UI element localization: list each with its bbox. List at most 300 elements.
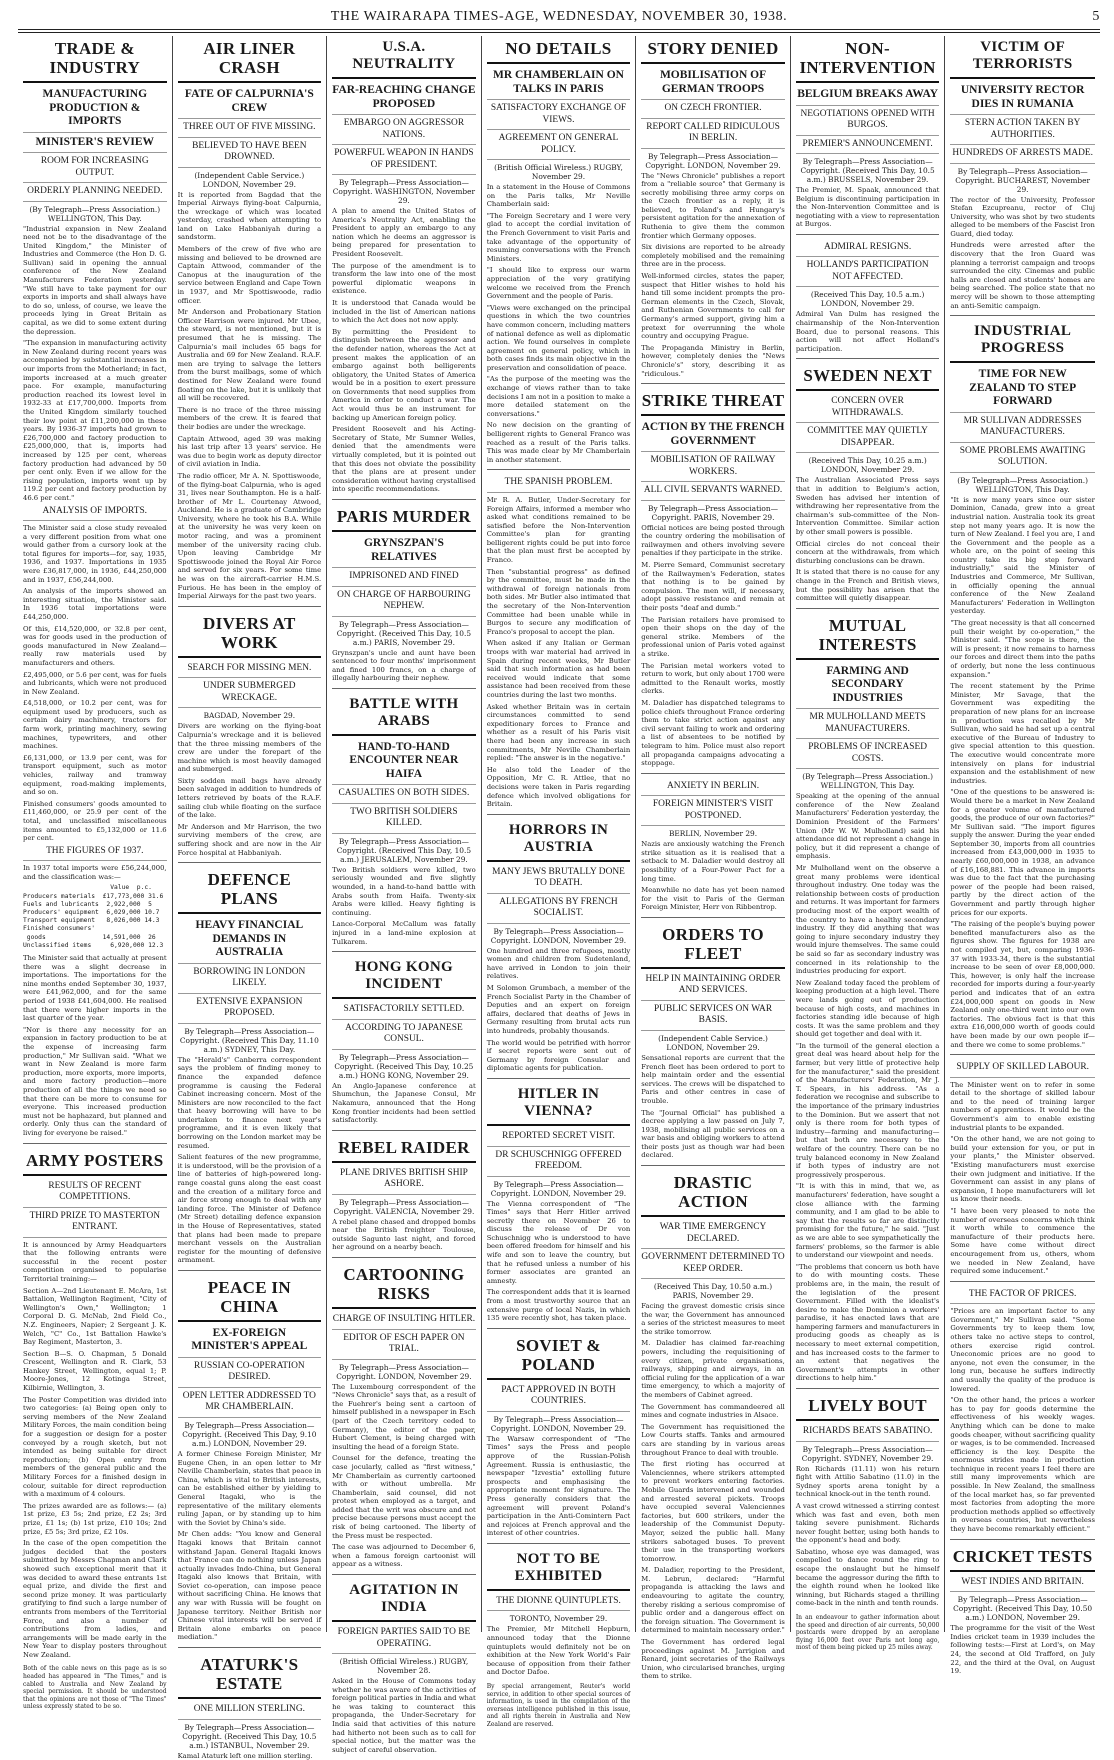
article-dateline: By Telegraph—Press Association—Copyright. LONDON, November 29. [645, 151, 781, 170]
article-paragraph: "One of the questions to be answered is: Would there be a market in New Zealand for a greater volume of manufactured goods, the produce of our own factories?" Mr Sullivan said. "The import figures supply the answer. During the year ended September 30, imports from all countries increased from £43,000,000 in 1935 to nearly £60,000,000 in 1938, an advance of £16,168,881. This advance in imports was due to the fact that the purchasing power of the people had been raised, partly by the direct action of the Government and partly through higher prices for our exports. [950, 788, 1095, 917]
column-4 [482, 36, 637, 1728]
article-paragraph: A plan to amend the United States of America's Neutrality Act, enabling the President to apply an embargo to any nation which he deems an aggressor is being prepared for presentation to President Roosevelt. [332, 207, 476, 258]
article-paragraph: The Government has ordered legal proceedings against M. Jarrigion and Renard, joint secretaries of the Railways Union, who circularised branches, urging them to strike. [641, 1638, 785, 1681]
article-subheading: HAND-TO-HAND ENCOUNTER NEAR HAIFA [332, 741, 476, 786]
article-subheading: FAR-REACHING CHANGE PROPOSED [332, 84, 476, 115]
article-subheading: FARMING AND SECONDARY INDUSTRIES [796, 665, 940, 710]
article-paragraph: Meanwhile no date has yet been named for the visit to Paris of the German Foreign Minister, Herr von Ribbentrop. [641, 886, 785, 912]
article-subheading: MR SULLIVAN ADDRESSES MANUFACTURERS. [950, 416, 1095, 443]
article-subheading: HELP IN MAINTAINING ORDER AND SERVICES. [641, 974, 785, 1001]
article-subheading: ACCORDING TO JAPANESE CONSUL. [332, 1023, 476, 1050]
article [796, 39, 940, 229]
article-paragraph: "As the purpose of the meeting was the exchange of views rather than to take decisions I am not in a position to make a more detailed statement on the conversations." [486, 375, 631, 418]
article-paragraph: Six divisions are reported to be already completely mobilised and the remaining three are in the process. [641, 243, 785, 269]
article-paragraph: Grynszpan's uncle and aunt have been sentenced to four months' imprisonment and fined 100 francs, on a charge of illegally harbouring their nephew. [332, 648, 476, 683]
article-dateline: By Telegraph—Press Association—Copyright. (Received This Day, 10.5 a.m.) ISTANBUL, November 29. [182, 1722, 317, 1750]
article-paragraph: "The Foreign Secretary and I were very glad to accept the cordial invitation of the French Government to visit Paris and take advantage of the opportunity of resuming conversations with the French Ministers. [486, 211, 631, 263]
article-paragraph: Official circles do not conceal their concern at the withdrawals, from which disturbing conclusions can be drawn. [795, 539, 940, 565]
article-dateline: (Received This Day, 10.25 a.m.) LONDON, November 29. [808, 456, 927, 475]
article-subheading: ALL CIVIL SERVANTS WARNED. [641, 485, 785, 501]
article-paragraph: Section A—2nd Lieutenant E. McAra, 1st Battalion, Wellington Regiment, "City of Wellington's Own," Wellington; 1 Corporal D. G. McNab, 2nd Field Co., N.Z. Engineers, Napier; 2 Sergeant J. K. Welch, "C" Co., 1st Battalion Hawke's Bay Regiment, Masterton, 3. [23, 1286, 167, 1347]
article-headline: CRICKET TESTS [950, 1547, 1095, 1572]
article-subheading: OPEN LETTER ADDRESSED TO MR CHAMBERLAIN. [178, 1391, 322, 1418]
article [950, 1281, 1095, 1534]
article-paragraph: The Parisian retailers have promised to open their shops on the day of the general strike. Members of the professional union of Paris voted against a strike. [641, 615, 785, 658]
article-subheading: RESULTS OF RECENT COMPETITIONS. [23, 1181, 167, 1208]
article [950, 39, 1095, 310]
masthead-rule-double [18, 32, 1100, 33]
article-dateline: By Telegraph—Press Association—Copyright. PARIS, November 29. [648, 503, 779, 522]
article [950, 1539, 1095, 1676]
article [950, 1054, 1095, 1276]
article-subheading: CASUALTIES ON BOTH SIDES. [332, 788, 476, 804]
article-paragraph: M. Daladier has dispatched telegrams to police chiefs throughout France ordering them to take strict action against any civil servant failing to work and ordering a list of absentees to be notified by telegram to him. Police must also report all propaganda campaigns advocating a stoppage. [641, 698, 785, 768]
column-5 [636, 36, 791, 1681]
article-dateline: (By Telegraph—Press Association.) WELLINGTON, This Day. [957, 475, 1089, 494]
article-subheading: FATE OF CALPURNIA'S CREW [178, 88, 322, 119]
article-paragraph: The first rioting has occurred at Valenciennes, where strikers attempted to prevent workers entering factories. Mobile Guards intervened and wounded and arrested several pickets. Troops have occupied several Valenciennes factories, but 600 strikers, under the leadership of the Communist Deputy-Mayor, seized the public hall. Many strikers sabotaged buses. To prevent their use in the transporting workers tomorrow. [641, 1460, 785, 1563]
article-dateline: By Telegraph—Press Association—Copyright. LONDON, November 29. [490, 926, 627, 945]
article-subheading: ROOM FOR INCREASING OUTPUT. [23, 156, 167, 183]
article-subheading: SEARCH FOR MISSING MEN. [178, 663, 322, 679]
article-subheading: CONCERN OVER WITHDRAWALS. [796, 396, 940, 423]
article-subheading: STERN ACTION TAKEN BY AUTHORITIES. [950, 118, 1095, 145]
page-number: 5 [1092, 9, 1100, 24]
article-paragraph: Mr Anderson and Mr Harrison, the two surviving members of the crew, are suffering shock and are now in the Air Force hospital at Habbaniyah. [177, 822, 322, 857]
article-dateline: (Received This Day, 10.5 a.m.) LONDON, November 29. [810, 290, 925, 309]
article-paragraph: An Anglo-Japanese conference at Shumchun, the Japanese Consul, Mr Nakamura, announced that the Hong Kong frontier incidents had been settled satisfactorily. [332, 1081, 476, 1125]
article-subheading: GRYNSZPAN'S RELATIVES [332, 537, 476, 568]
article-paragraph: It is announced by Army Headquarters that the following entrants were successful in the recent poster competition organised to popularise Territorial training:— [23, 1240, 167, 1283]
article-headline: MUTUAL INTERESTS [796, 616, 940, 660]
article-subheading: EDITOR OF ESCH PAPER ON TRIAL. [332, 1333, 476, 1360]
article-subheading: THIRD PRIZE TO MASTERTON ENTRANT. [23, 1211, 167, 1238]
article-paragraph: An analysis of the imports showed an interesting situation, the Minister said. In 1936 total importations were £44,250,000. [23, 587, 167, 621]
article-paragraph: The rector of the University, Professor Stefan Ezcupreanu, rector of Cluj University, who was shot by two students alleged to be members of the Fascist Iron Guard, died today. [950, 195, 1095, 238]
article-paragraph: Asked whether Britain was in certain circumstances committed to send expeditionary forces to France and whether as a result of his Paris visit there had been any increase in such commitments, Mr Neville Chamberlain replied: "The answer is in the negative." [486, 702, 631, 763]
article-headline: VICTIM OF TERRORISTS [950, 39, 1095, 79]
article [950, 315, 1095, 1049]
article-dateline: By Telegraph—Press Association—Copyright. LONDON, November 29. [490, 1414, 627, 1433]
article-subheading: PLANE DRIVES BRITISH SHIP ASHORE. [332, 1168, 476, 1195]
article-paragraph: The recent statement by the Prime Minister, Mr Savage, that the Government was expediting the preparation of new plans for an increase in production was recalled by Mr Sullivan, who said he had set up a central executive of the Bureau of Industry to give special attention to this question. The executive would concentrate more intensively on plans for industrial expansion and the establishment of new industries. [950, 682, 1095, 785]
article-subheading: MOBILISATION OF RAILWAY WORKERS. [641, 455, 785, 482]
article [332, 688, 476, 946]
article-dateline: (Received This Day, 10.50 a.m.) PARIS, November 29. [653, 1282, 773, 1301]
article-paragraph: It is reported from Bagdad that the Imperial Airways flying-boat Calpurnia, the wreckage of which was located yesterday, crashed when attempting to land on Lake Habbaniyah during a sandstorm. [177, 190, 322, 242]
article-paragraph: "Prices are an important factor to any Government," Mr Sullivan said. "Some Governments try to keep them low, others take no active steps to control, others exercise rigid control. Uneconomic prices are no good to anyone, not even the consumer, in the long run, because he suffers indirectly and usually the quality of the produce is lowered. [950, 1307, 1095, 1393]
article [487, 39, 631, 464]
article-subheading: THE SPANISH PROBLEM. [487, 477, 631, 493]
article-paragraph: Facing the gravest domestic crisis since the war, the Government has announced a series of the strictest measures to meet the strike tomorrow. [641, 1302, 785, 1336]
article-dateline: By Telegraph—Press Association—Copyright. SYDNEY, November 29. [801, 1444, 934, 1463]
article-paragraph: Lance-Corporal McCallum was fatally injured in a land-mine explosion at Tulkarem. [332, 920, 476, 946]
article-headline: HONG KONG INCIDENT [332, 959, 476, 999]
article [178, 1270, 322, 1642]
article-subheading: PACT APPROVED IN BOTH COUNTRIES. [487, 1385, 631, 1412]
import-figures-table: Value p.c. Producers materials £17,773,000 31.6 Fuels and lubricants 2,922,000 5 Producers' equipment 6,029,000 10.7 Transport equipment 8,026,000 14.3 Finished consumers' goods 14,591,000 26 Unclassified items 6,920,000 12.3 [23, 884, 164, 949]
article-dateline: TORONTO, November 29. [509, 1614, 608, 1624]
article-subheading: PROBLEMS OF INCREASED COSTS. [796, 742, 940, 769]
article-paragraph: No new decision on the granting of belligerent rights to General Franco was reached as a result of the Paris talks. This was made clear by Mr Chamberlain in another statement. [486, 421, 631, 464]
article [178, 862, 322, 1265]
article-paragraph: "In the turmoil of the general election a great deal was heard about help for the farmer, but very little of protective help for the manufacturer," said the president of the Manufacturers' Federation, Mr J. T. Spears, in his address. "As a federation we recognise and subscribe to the importance of the primary industries to the Dominion. But we assert that not only is there room for both types of industry—farming and manufacturing—but that both are necessary to the welfare of the country. There can be no truly balanced economy in New Zealand if both types of industry are not progressively prosperous. [795, 1041, 940, 1179]
article-paragraph: The correspondent adds that it is learned from a most trustworthy source that an extensive purge of local Nazis, in which 135 were recently shot, has taken place. [486, 1288, 631, 1323]
article-paragraph: "I should like to express our warm appreciation of the very gratifying welcome we received from the French Government and the people of Paris. [486, 266, 631, 301]
article-subheading: GOVERNMENT DETERMINED TO KEEP ORDER. [641, 1252, 785, 1279]
column-1 [18, 36, 173, 1711]
article-paragraph: By permitting the President to distinguish between the aggressor and the defender nation, whereas the Act at present makes the application of an embargo against both belligerents obligatory, the United States of America would be in a position to exert pressure on Governments that need supplies from America in order to conduct a war. The Act would thus be an instrument for backing up American foreign policy. [332, 327, 476, 422]
article-paragraph: Kamal Ataturk left one million sterling. [177, 1751, 313, 1760]
article-subheading: MANY JEWS BRUTALLY DONE TO DEATH. [487, 867, 631, 894]
article-subheading: ALLEGATIONS BY FRENCH SOCIALIST. [487, 897, 631, 924]
article-subheading: EXTENSIVE EXPANSION PROPOSED. [178, 997, 322, 1024]
article [641, 39, 785, 378]
article-subheading: EX-FOREIGN MINISTER'S APPEAL [178, 1327, 322, 1358]
article-subheading: HUNDREDS OF ARRESTS MADE. [950, 148, 1095, 164]
article-paragraph: In a statement in the House of Commons on the Paris talks, Mr Neville Chamberlain said: [486, 183, 631, 209]
masthead-rule [18, 29, 1100, 30]
article-subheading: FOREIGN PARTIES SAID TO BE OPERATING. [332, 1627, 476, 1654]
article-subheading: EMBARGO ON AGGRESSOR NATIONS. [332, 118, 476, 145]
article [332, 1574, 476, 1754]
article-paragraph: Speaking at the opening of the annual conference of the New Zealand Manufacturers' Federation yesterday, the Dominion President of the Farmers' Union (Mr W. W. Mulholland) said his attendance did not represent a change in policy, but it did represent a change of emphasis. [795, 792, 940, 861]
article-paragraph: A former Chinese Foreign Minister, Mr Eugene Chen, in an open letter to Mr Neville Chamberlain, states that peace in China, which is vital to British interests, can be established either by yielding to General Itagaki, who is the representative of the military elements ruling Japan, or by standing up to him with the Soviet by China's side. [177, 1449, 322, 1527]
article-paragraph: Finished consumers' goods amounted to £11,460,000, or 25.9 per cent of the total, and unclassified miscellaneous items amounted to £5,132,000 or 11.6 per cent. [23, 799, 167, 843]
article-dateline: By Telegraph—Press Association—Copyright. (Received This Day, 10.5 a.m.) PARIS, November 29. [336, 619, 472, 647]
article-subheading: BELIEVED TO HAVE BEEN DROWNED. [178, 141, 322, 168]
article-paragraph: The case was adjourned to December 6, when a famous foreign cartoonist will appear as a witness. [332, 1543, 476, 1569]
article-subheading: DR SCHUSCHNIGG OFFERED FREEDOM. [487, 1150, 631, 1177]
article [23, 1143, 167, 1711]
article-paragraph: The Minister said a close study revealed a very different position from what one would gather from a cursory look at the total figures for imports—for, say, 1935, 1936, and 1937. Importations in 1935 were £36,817,000, in 1936, £44,250,000 and in 1937, £56,244,000. [23, 524, 167, 584]
article-dateline: By Telegraph—Press Association—Copyright. WASHINGTON, November 29. [332, 178, 476, 205]
article-headline: DRASTIC ACTION [641, 1173, 785, 1217]
article-paragraph: Section B—S. O. Chapman, 5 Donald Crescent, Wellington and R. Clark, 53 Hankey Street, Wellington, equal 1; P. Moore-Jones, 12 Kotinga Street, Kilbirnie, Wellington, 3. [23, 1349, 167, 1393]
article-subheading: ON CHARGE OF HARBOURING NEPHEW. [332, 590, 476, 617]
article-headline: REBEL RAIDER [332, 1138, 476, 1163]
article-paragraph: "The raising of the people's buying power benefited manufacturers also as the figures show. The figures for 1938 are not compiled yet, but, comparing 1936-37 with 1933-34, there is the substantial increase to be seen of over £8,000,000. This, however, is only half the increase recorded for imports during a four-yearly period and indicates that of an extra £24,000,000 spent on goods in New Zealand only one-third went into our own factories. The obvious fact is that this extra £16,000,000 worth of goods could have been made by our own people if—and there we come to some problems." [950, 920, 1095, 1049]
article-paragraph: New Zealand today faced the problem of keeping production at a high level. There were lands going out of production because of high costs, and machines in factories standing idle because of high costs. It was the same problem and they should get together and deal with it. [795, 978, 940, 1039]
article-subheading: HOLLAND'S PARTICIPATION NOT AFFECTED. [796, 260, 940, 287]
article-dateline: BAGDAD, November 29. [203, 711, 296, 721]
article-headline: INDUSTRIAL PROGRESS [950, 323, 1095, 363]
article [332, 499, 476, 683]
article-paragraph: "Industrial expansion in New Zealand need not be to the disadvantage of the United Kingdom," the Minister of Industries and Commerce (the Hon D. G. Sullivan) said in opening the annual conference of the New Zealand Manufacturers Federation yesterday. "We still have to take payment for our exports in imports and shall always have to do so, unless, of course, we leave the proceeds lying in Great Britain as capital, as we did to some extent during the depression. [23, 224, 167, 336]
article-paragraph: The Government has requisitioned the Low Courts staffs. Tanks and armoured cars are standing by in various areas throughout France to deal with trouble. [641, 1422, 785, 1457]
article-paragraph: The purpose of the amendment is to transform the law into one of the most powerful diplomatic weapons in existence. [332, 261, 476, 296]
article-paragraph: The Minister said that actually at present there was a slight decrease in importations. The importations for the nine months ended September 30, 1937, were £41,962,000, and for the same period of 1938 £41,604,000. He realised that there were higher imports in the last quarter of the year. [23, 954, 167, 1023]
article-headline: ATATURK'S ESTATE [178, 1655, 322, 1699]
article-paragraph: "The problems that concern us both have to do with mounting costs. These problems are, in the main, the result of the legislation of the present Government. Filled with the idealist's desire to make the Dominion a workers' paradise, it has enacted laws that are hampering farmers and manufacturers in producing goods as cheaply as is necessary to meet external competition, and has increased costs to the farmer to an extent that negatives the Government's attempts in other directions to help him." [795, 1262, 940, 1383]
article-subheading: CHARGE OF INSULTING HITLER. [332, 1314, 476, 1330]
article-subheading: NEGOTIATIONS OPENED WITH BURGOS. [796, 109, 940, 136]
article-paragraph: The programme for the visit of the West Indies cricket team in 1939 includes the following tests:—First at Lord's, on May 24, the second at Old Trafford, on July 22, and the third at the Oval, on August 19. [950, 1624, 1095, 1676]
article-paragraph: Sabatino, whose eye was damaged, was compelled to dance round the ring to escape the onslaught but he himself became the aggressor during the fifth to the eighth round when he looked like winning, but Richards staged a thrilling come-back in the ninth and tenth rounds. [795, 1547, 940, 1608]
article-dateline: (Independent Cable Service.) LONDON, November 29. [658, 1033, 768, 1052]
article-paragraph: In 1937 total imports were £56,244,000, and the classification was:— [23, 864, 167, 881]
article-subheading: ANXIETY IN BERLIN. [641, 781, 785, 797]
article-subheading: THE FACTOR OF PRICES. [950, 1289, 1095, 1305]
article-headline: U.S.A. NEUTRALITY [332, 39, 476, 79]
masthead-title: THE WAIRARAPA TIMES-AGE, WEDNESDAY, NOVEMBER 30, 1938. [330, 9, 788, 24]
article-paragraph: "On the other hand, the prices a worker has to pay for goods determine the effectiveness of his weekly wages. Anything which can be done to make goods cheaper, without sacrificing quality or wages, is to be commended. Increased efficiency is the key. Despite the enormous strides made in production technique in recent years I feel there are still many improvements which are possible. In New Zealand, the smallness of the local market has, so far prevented most factories from adopting the more production methods applied so effectively in overseas countries, but nevertheless they have become remarkably efficient." [950, 1396, 1095, 1534]
article-dateline: By Telegraph—Press Association—Copyright. (Received This Day, 9.10 a.m.) LONDON, November 29. [182, 1420, 317, 1448]
article-paragraph: Sixty sodden mail bags have already been salvaged in addition to hundreds of letters retrieved by boats of the R.A.F. sailing club while floating on the surface of the lake. [177, 776, 322, 820]
article-headline: HITLER IN VIENNA? [487, 1086, 631, 1126]
article [641, 1165, 785, 1681]
article [332, 951, 476, 1124]
article-subheading: ONE MILLION STERLING. [178, 1704, 322, 1720]
article [641, 917, 785, 1160]
article [641, 383, 785, 768]
article [796, 358, 940, 602]
article-headline: STRIKE THREAT [641, 391, 785, 416]
column-2 [173, 36, 328, 1760]
article-headline: AIR LINER CRASH [178, 39, 322, 83]
article-headline: NOT TO BE EXHIBITED [487, 1551, 631, 1591]
article-subheading: SUPPLY OF SKILLED LABOUR. [950, 1062, 1095, 1078]
article-dateline: (British Official Wireless.) RUGBY, November 28. [339, 1657, 469, 1676]
article-paragraph: Nazis are anxiously watching the French strike situation as it is realised that a setback to M. Daladier would destroy all possibility of a Four-Power Pact for a long time. [641, 840, 785, 883]
article [796, 234, 940, 353]
article-paragraph: One hundred and three refugees, mostly women and children from Sudetenland, have arrived in London to join their relatives. [486, 946, 631, 981]
article-paragraph: A vast crowd witnessed a stirring contest which was fast and even, both men taking severe punishment. Richards never fought better, using both hands to the opponent's head and body. [795, 1501, 940, 1545]
article-subheading: ADMIRAL RESIGNS. [796, 242, 940, 258]
article-subheading: SATISFACTORY EXCHANGE OF VIEWS. [487, 103, 631, 130]
article [487, 469, 631, 808]
article-paragraph: Members of the crew of five who are missing and believed to be drowned are Captain Attwood, commander of the Canopus at the inauguration of the service between England and Cape Town in 1937, and Mr Spottiswoode, radio officer. [177, 245, 322, 305]
article-paragraph: Official notices are being posted through the country ordering the mobilisation of railwaymen and others involving severe penalties if they participate in the strike. [641, 523, 785, 558]
article-paragraph: Counsel for the defence, treating the case jocularly, called as "first witness," Mr Chamberlain as currently cartooned with or without umbrella. Mr Chamberlain, said counsel, did not protest when employed as a target, and added that the writ was obscure and not precise because persons must accept the risk of being cartooned. The liberty of the Press must be respected. [332, 1454, 476, 1540]
article [796, 608, 940, 1383]
article-paragraph: The Luxembourg correspondent of the "News Chronicle" says that, as a result of the Fuehrer's being sent a cartoon of himself published in a newspaper in Esch (part of the Czech territory ceded to Germany), the editor of the paper, Hubert Clement, is being charged with insulting the head of a foreign State. [332, 1382, 476, 1451]
article-footnote: By special arrangement, Reuter's world service, in addition to other special sources of information, is used in the compilation of the overseas intelligence published in this issue, and all rights therein in Australia and New Zealand are reserved. [486, 1683, 631, 1728]
article-subheading: COMMITTEE MAY QUIETLY DISAPPEAR. [796, 426, 940, 453]
article-paragraph: Mr Anderson and Probationary Station Officer Harrison were injured. Mr Ubee, the steward, is not mentioned, but it is presumed that he is missing. The Calpurnia's mail includes 65 bags for Australia and 69 for New Zealand. R.A.F. men are trying to salvage the letters from the burst mailbags, some of which destined for New Zealand were found floating on the lake, but it is unlikely that all will be recovered. [177, 308, 322, 403]
article-paragraph: £4,518,000, or 10.2 per cent, was for equipment used by producers, such as certain dairy machinery, tractors for farm work, printing machinery, sewing machines, typewriters, and other machines. [23, 699, 167, 751]
article-subheading: UNIVERSITY RECTOR DIES IN RUMANIA [950, 84, 1095, 115]
article-paragraph: It is stated that there is no cause for any change in the French and British views, but the possibility has arisen that the committee will quietly disappear. [795, 568, 940, 603]
article-subheading: SATISFACTORILY SETTLED. [332, 1004, 476, 1020]
article-paragraph: The Warsaw correspondent of "The Times" says the Press and people approve of the Russian-Polish Agreement. Russia is enthusiastic, the newspaper "Izvestia" extolling future prospects and emphasising the appropriate moment for signature. The Press generally considers that the agreement will prevent Poland's participation in the Anti-Comintern Pact and rejoices at French approval and the interest of other countries. [486, 1434, 631, 1538]
article-paragraph: Admiral Van Dulm has resigned the chairmanship of the Non-Intervention Board, due to personal reasons. This action will not affect Holland's participation. [795, 310, 940, 353]
article-headline: DEFENCE PLANS [178, 870, 322, 914]
article-paragraph: The Vienna correspondent of "The Times" says that Herr Hitler arrived secretly there on November 26 to discuss the release of Dr von Schuschnigg who is understood to have been offered freedom for himself and his wife and son to leave the country, but that he refused unless a number of his former associates are granted an amnesty. [486, 1199, 631, 1285]
article [178, 39, 322, 601]
article [178, 1647, 322, 1760]
article-paragraph: "It is with this in mind, that we, as manufacturers' federation, have sought a close alliance with the farming community, and I am glad to be able to say that the results so far are distinctly promising for the future," he said. "Just as we are able to see sympathetically the farmers' problems, so the farmer is able to understand our viewpoint and needs. [795, 1182, 940, 1260]
article-subheading: IMPRISONED AND FINED [332, 571, 476, 587]
article-headline: LIVELY BOUT [796, 1396, 940, 1421]
article-subheading: WAR TIME EMERGENCY DECLARED. [641, 1222, 785, 1249]
article-paragraph: M. Daladier has claimed far-reaching powers, including the requisitioning of every citizen, private organisations, railways, shipping and airways, in an official ruling for the application of a war time emergency, to which a majority of the members of Cabinet agreed. [641, 1339, 785, 1399]
article-footnote: Both of the cable news on this page as is so headed has appeared in "The Times," and is cabled to Australia and New Zealand by special permission. It should be understood that the opinions are not those of "The Times" unless expressly stated to be so. [23, 1665, 167, 1711]
article-dateline: By Telegraph—Press Association—Copyright. (Received This Day, 11.10 a.m.) SYDNEY, This Day. [179, 1026, 319, 1054]
article-paragraph: M Solomon Grumbach, a member of the French Socialist Party in the Chamber of Deputies and an expert on foreign affairs, declared that deaths of Jews in Germany resulting from brutal acts run into hundreds, probably thousands. [486, 984, 631, 1036]
article-headline: BATTLE WITH ARABS [332, 696, 476, 736]
article-paragraph: Salient features of the new programme, it is understood, will be the provision of a line of batteries of high-powered long-range coastal guns along the east coast and the creation of a military force and air force strong enough to deal with any landing force. The Minister of Defence (Mr Street) detailing defence expansion in the House of Representatives, stated that plans had been made to prepare merchant vessels on the Australian register for the mounting of defensive armament. [177, 1153, 322, 1265]
article-paragraph: M. Daladier, reporting to the President, M. Lebrun, declared: "Harmful propaganda is attacking the laws and endeavouring to agitate the country, thereby risking a serious compromise of public order and a dangerous effect on the foreign situation. The Government is determined to maintain necessary order." [641, 1566, 785, 1635]
article-subheading: TIME FOR NEW ZEALAND TO STEP FORWARD [950, 368, 1095, 413]
article [23, 39, 167, 1138]
article-subheading: ON CZECH FRONTIER. [641, 103, 785, 119]
article-headline: CARTOONING RISKS [332, 1265, 476, 1309]
article-paragraph: Mr R. A. Butler, Under-Secretary for Foreign Affairs, informed a member who asked what conditions remained to be satisfied before the Non-Intervention Committee's plan for granting belligerent rights could be put into force that the plan must first be accepted by Franco. [486, 495, 631, 565]
article-paragraph: Divers are working on the flying-boat Calpurnia's wreckage and it is believed that the three missing members of the crew are under the forepart of the machine which is most heavily damaged and submerged. [177, 722, 322, 774]
article-headline: TRADE & INDUSTRY [23, 39, 167, 83]
article-paragraph: The "Herald's" Canberra correspondent says the problem of finding money to finance the expanded defence programme is causing the Federal Cabinet increasing concern. Most of the Ministers are now reconciled to the fact that heavy borrowing will have to be undertaken to finance next year's programme, and it is even likely that borrowing on the London market may be resumed. [177, 1055, 322, 1150]
article-paragraph: Mr Mulholland went on the observe a great many problems were identical throughout industry. One today was the relationship between costs of production and returns. It was important for farmers producing most of the export wealth of the country to have a healthy secondary industry. If they did anything that was going to injure secondary industry they would injure themselves. The same could be said so far as secondary industry was concerned in its relationship to the industries producing for export. [795, 864, 940, 976]
article-subheading: FOREIGN MINISTER'S VISIT POSTPONED. [641, 799, 785, 826]
article [487, 1328, 631, 1538]
article-subheading: HEAVY FINANCIAL DEMANDS IN AUSTRALIA [178, 919, 322, 964]
article-subheading: PREMIER'S ANNOUNCEMENT. [796, 139, 940, 155]
article-headline: ORDERS TO FLEET [641, 925, 785, 969]
article-dateline: By Telegraph—Press Association—Copyright. BUCHAREST, November 29. [955, 166, 1091, 194]
article-dateline: By Telegraph—Press Association—Copyright. VALENCIA, November 29. [333, 1197, 475, 1216]
article [796, 1388, 940, 1652]
article [487, 1078, 631, 1323]
article-paragraph: It is understood that Canada would be included in the list of American nations to which the Act does not now apply. [332, 298, 476, 325]
article [332, 1257, 476, 1569]
article-dateline: (By Telegraph—Press Association.) WELLINGTON, This Day. [29, 204, 161, 223]
article-subheading: MANUFACTURING PRODUCTION & IMPORTS [23, 88, 167, 133]
article-paragraph: The prizes awarded are as follows:— (a) 1st prize, £3 5s; 2nd prize, £2 2s; 3rd prize, £1 1s; (b) 1st prize, £10 10s; 2nd prize, £5 5s; 3rd prize, £2 10s. [23, 1501, 167, 1536]
article-paragraph: The Premier, M. Spaak, announced that Belgium is discontinuing participation in the Non-Intervention Committee and is negotiating with a view to representation at Burgos. [795, 186, 940, 229]
article-paragraph: Then "substantial progress" as defined by the committee, must be made in the withdrawal of foreign nationals from both sides. Mr Butler also intimated that the secretary of the Non-Intervention Committee had been unable while in Burgos to secure any modification of Franco's proposal to accept the plan. [486, 567, 631, 636]
article-paragraph: Ron Richards (11.11) won his return fight with Attilio Sabatino (11.0) in the Sydney sports arena tonight by a technical knock-out in the tenth round. [795, 1464, 940, 1499]
article-paragraph: The Australian Associated Press says that in addition to Belgium's action, Sweden has advised her intention of withdrawing her representative from the chairman's sub-committee of the Non-Intervention Committee. Similar action by other small powers is possible. [795, 476, 940, 536]
article-paragraph: "Nor is there any necessity for an expansion in factory production to be at the expense of increasing farm production," Mr Sullivan said. "What we want in New Zealand is more farm production, more exports, more imports, and more factory production—more production of all the things we need so that there can be more to consume for everyone. This increased production must not be haphazard, but planned and orderly. Only thus can the standard of living for everyone be raised." [23, 1025, 167, 1137]
article-paragraph: When asked if any Italian or German troops with war material had arrived in Spain during recent weeks, Mr Butler said that such information as had been received would indicate that some assistance had been received from these countries during the last two months. [486, 639, 631, 699]
article-paragraph: Two British soldiers were killed, two seriously wounded and five slightly wounded, in a hand-to-hand battle with Arabs south from Haifa. Twenty-six Arabs were killed. Heavy fighting is continuing. [332, 865, 476, 917]
article-subheading: AGREEMENT ON GENERAL POLICY. [487, 133, 631, 160]
article-paragraph: He also told the Leader of the Opposition, Mr C. R. Attlee, that no decisions were taken in Paris regarding defence which involved obligations for Britain. [486, 765, 631, 809]
column-3 [327, 36, 482, 1754]
article-dateline: By Telegraph—Press Association—Copyright. LONDON, November 29. [336, 1362, 472, 1381]
article-subheading: PUBLIC SERVICES ON WAR BASIS. [641, 1004, 785, 1031]
article-subheading: SOME PROBLEMS AWAITING SOLUTION. [950, 446, 1095, 473]
article-subheading: TWO BRITISH SOLDIERS KILLED. [332, 807, 476, 834]
article-headline: NO DETAILS [487, 39, 631, 64]
article-subheading: REPORTED SECRET VISIT. [487, 1131, 631, 1147]
article-dateline: By Telegraph—Press Association—Copyright. (Received This Day, 10.5 a.m.) JERUSALEM, November 29. [336, 836, 472, 864]
article-subheading: ACTION BY THE FRENCH GOVERNMENT [641, 421, 785, 452]
column-7 [945, 36, 1100, 1676]
article-paragraph: "It is now many years since our sister Dominion, Canada, grew into a great industrial nation. Australia took its great step not many years ago. It is now the turn of New Zealand. I feel you are, I and the Government and the people as a whole are, on the point of seeing this country take its big step forward industrially," said the Minister of Industries and Commerce, Mr Sullivan, in officially opening the annual conference of the New Zealand Manufacturers' Federation in Wellington yesterday. [950, 495, 1095, 616]
article-paragraph: The Propaganda Ministry in Berlin, however, completely denies the "News Chronicle's" story, describing it as "ridiculous." [641, 343, 785, 378]
article-paragraph: President Roosevelt and his Acting-Secretary of State, Mr Sumner Welles, denied that the amendments were virtually completed, but it is pointed out that this does not obviate the possibility that the plans are at present under consideration without having crystallised into specific recommendations. [332, 425, 476, 494]
article-headline: AGITATION IN INDIA [332, 1582, 476, 1622]
article [641, 773, 785, 912]
article-paragraph: Sensational reports are current that the French fleet has been ordered to port to help maintain order and the essential services. The crews will be dispatched to Paris and other centres in case of trouble. [641, 1053, 785, 1105]
article-subheading: MOBILISATION OF GERMAN TROOPS [641, 69, 785, 100]
article-subheading: MR CHAMBERLAIN ON TALKS IN PARIS [487, 69, 631, 100]
article-paragraph: "The great necessity is that all concerned pull their weight by co-operation," the Minister said. "The scope is there, the will is present; it now remains to harness our forces and direct them into the paths of orderly, but none the less continuous expansion." [950, 619, 1095, 679]
article-paragraph: Asked in the House of Commons today whether he was aware of the activities of foreign political parties in India and what he was taking to counteract this propaganda, the Under-Secretary for India said that activities of this nature had hitherto not been such as to call for special notice, but the matter was the subject of careful observation. [332, 1677, 476, 1754]
article-headline: PARIS MURDER [332, 507, 476, 532]
article-paragraph: "Views were exchanged on the principal questions in which the two countries have common concern, including matters of national defence as well as diplomatic action. We found ourselves in complete agreement on general policy, which in both cases finds its main objective in the preservation and consolidation of peace. [486, 303, 631, 372]
article-headline: STORY DENIED [641, 39, 785, 64]
article-paragraph: Hundreds were arrested after the discovery that the Iron Guard was planning a terrorist campaign and troops surrounded the city. Cinemas and public halls are closed and students' homes are being searched. The police state that no mercy will be shown to those attempting an anti-Semitic campaign. [950, 241, 1095, 310]
article-paragraph: The Parisian metal workers voted to return to work, but only about 1700 were admitted to the Renault works, mostly clerks. [641, 661, 785, 696]
article [332, 39, 476, 494]
article-footnote: In an endeavour to gather information about the speed and direction of air currents, 50,000 postcards were dropped by an aeroplane flying 16,000 feet over Paris not long ago, most of them being picked up 25 miles away. [795, 1614, 940, 1652]
article-subheading: RUSSIAN CO-OPERATION DESIRED. [178, 1361, 322, 1388]
article-subheading: UNDER SUBMERGED WRECKAGE. [178, 681, 322, 708]
masthead [18, 6, 1100, 28]
article-subheading: THREE OUT OF FIVE MISSING. [178, 122, 322, 138]
article-dateline: (Independent Cable Service.) LONDON, November 29. [194, 170, 305, 189]
article-headline: PEACE IN CHINA [178, 1278, 322, 1322]
article-headline: ARMY POSTERS [23, 1151, 167, 1176]
article-subheading: ORDERLY PLANNING NEEDED. [23, 186, 167, 202]
article-paragraph: The Minister went on to refer in some detail to the shortage of skilled labour and to the need of training larger numbers of apprentices. It would be the Government's aim to enable existing industrial plants to be expanded. [950, 1080, 1095, 1132]
article-subheading: MR MULHOLLAND MEETS MANUFACTURERS. [796, 712, 940, 739]
article-subheading: WEST INDIES AND BRITAIN. [950, 1577, 1095, 1593]
article-paragraph: There is no trace of the three missing members of the crew. It is feared that their bodies are under the wreckage. [177, 405, 322, 431]
article-paragraph: Captain Attwood, aged 39 was making his last trip after 13 years' service. He was due to begin work as deputy director of civil aviation in India. [177, 434, 322, 469]
article-subheading: BELGIUM BREAKS AWAY [796, 88, 940, 106]
article-headline: NON-INTERVENTION [796, 39, 940, 83]
article-section-heading: ANALYSIS OF IMPORTS. [23, 506, 167, 522]
article-paragraph: In the case of the open competition the judges decided that the posters submitted by Messrs Chapman and Clark showed such exceptional merit that it was decided to award these entrants 1st equal prize, and divide the first and second prize money. It was particularly gratifying to find such a large number of entrants from members of the Territorial Force, and also a number of contributions from ladies, and arrangements will be made early in the New Year to display posters throughout New Zealand. [23, 1539, 167, 1659]
article-subheading: THE DIONNE QUINTUPLETS. [487, 1596, 631, 1612]
article-subheading: BORROWING IN LONDON LIKELY. [178, 967, 322, 994]
article-paragraph: £6,131,000, or 13.9 per cent, was for transport equipment, such as motor vehicles, railway and tramway equipment, road-making implements, and so on. [23, 753, 167, 797]
article [178, 606, 322, 857]
article-subheading: RICHARDS BEATS SABATINO. [796, 1426, 940, 1442]
article-subheading: POWERFUL WEAPON IN HANDS OF PRESIDENT. [332, 148, 476, 175]
article-paragraph: The radio officer, Mr A. N. Spottiswoode, of the flying-boat Calpurnia, who is aged 31, lives near Southampton. He is a half-brother of Mr L. Courtenay Atwood, Auckland. He is a graduate of Cambridge University, where he took his B.A. While at the university he was very keen on motor racing, and was a prominent member of the university racing club. Upon leaving Cambridge Mr Spottiswoode joined the Royal Air Force and served for six years. For some time he was on the aircraft-carrier H.M.S. Furious. He has been in the employ of Imperial Airways for the past two years. [177, 471, 322, 601]
article [332, 1130, 476, 1252]
article-subheading: REPORT CALLED RIDICULOUS IN BERLIN. [641, 122, 785, 149]
newspaper-columns [18, 36, 1100, 1760]
article-paragraph: "The expansion in manufacturing activity in New Zealand during recent years was accompanied by substantial increases in our imports from the Motherland; in fact, imports increased at a much greater pace. For example, manufacturing production reached its lowest level in 1932-33 at £17,700,000. Imports from the United Kingdom similarly touched their low point at £11,200,000 in these years. By 1936-37 imports had grown to £26,700,000 and factory production to £25,000,000, that is, imports had increased by 125 per cent, whereas factory production had advanced by 50 per cent only. Even if we allow for the rising population, imports went up by 119.2 per cent and factory production by 46.6 per cent." [23, 339, 167, 502]
article-paragraph: The "News Chronicle" publishes a report from a "reliable source" that Germany is secretly mobilising three army corps on the Czech frontier as a reply, it is believed, to Poland's and Hungary's persistent agitation for the annexation of Ruthenia to give them the common frontier which Germany opposes. [641, 171, 785, 240]
article-paragraph: "I have been very pleased to note the number of overseas concerns which think it worth while to commence the manufacture of their products here. Some have come without direct encouragement from us, others, whom we needed in New Zealand, have required some inducement." [950, 1206, 1095, 1276]
column-6 [791, 36, 946, 1652]
article-paragraph: The Poster Competition was divided into two categories: (a) Being open only to serving members of the New Zealand Military Forces, the main condition being for a suggestion or design for a poster conveyed by a rough sketch, but not intended as being suitable for direct reproduction; (b) Open entry from members of the general public and the Military Forces for a finished design in colour, suitable for direct reproduction with a maximum of 4 colours. [23, 1395, 167, 1499]
article-paragraph: £2,495,000, or 5.6 per cent, was for fuels and lubricants, which were not produced in New Zealand. [23, 670, 167, 696]
article-paragraph: The "Journal Official" has published a decree applying a law passed on July 7, 1938, mobilising all public services on a war basis and obliging workers to attend their posts just as though war had been declared. [641, 1108, 785, 1160]
article [487, 1543, 631, 1729]
article-paragraph: The Premier, Mr Mitchell Hepburn, announced today that the Dionne quintuplets would definitely not be on exhibition at the New York World's Fair because of opposition from their father and Doctor Dafoe. [486, 1625, 631, 1677]
article-paragraph: Of this, £14,520,000, or 32.8 per cent, was for goods used in the production of goods manufactured in New Zealand—really raw materials used by manufacturers and others. [23, 624, 167, 667]
article-headline: HORRORS IN AUSTRIA [487, 822, 631, 862]
article-paragraph: Mr Chen adds: "You know and General Itagaki knows that Britain cannot withstand Japan. General Itagaki knows that France can do nothing unless Japan actually invades Indo-China, but General Itagaki also knows that Britain, with Soviet co-operation, can impose peace without sacrificing China. He knows that any war with Russia will be fought on Japanese territory. Neither British nor Chinese vital interests will be served if Britain alone embarks on peace mediation." [177, 1530, 322, 1642]
article-paragraph: A rebel plane chased and dropped bombs near the British freighter Toulouse, outside Sagunto last night, and forced her aground on a nearby beach. [332, 1217, 476, 1252]
article-dateline: By Telegraph—Press Association—Copyright. (Received This Day, 10.25 a.m.) HONG KONG, November 29. [334, 1052, 474, 1080]
article-dateline: BERLIN, November 29. [668, 829, 758, 839]
article-headline: SWEDEN NEXT [796, 366, 940, 391]
article-section-heading: THE FIGURES OF 1937. [23, 846, 167, 862]
article-dateline: By Telegraph—Press Association—Copyright. LONDON, November 29. [490, 1179, 627, 1198]
article-dateline: (By Telegraph—Press Association.) WELLINGTON, This Day. [802, 772, 933, 791]
article-subheading: MINISTER'S REVIEW [23, 136, 167, 154]
article-paragraph: "On the other hand, we are not going to build your extension for you, or put in your plants," the Minister observed. "Existing manufacturers must exercise their own judgment and initiative. If the Government can assist in any plans of expansion, I hope manufacturers will let us know their needs. [950, 1135, 1095, 1204]
article-paragraph: The world would be petrified with horror if secret reports were sent out of Germany by foreign Consular and diplomatic agents for publication. [486, 1038, 631, 1073]
article-dateline: By Telegraph—Press Association—Copyright. (Received This Day, 10.50 a.m.) LONDON, November 29. [953, 1595, 1093, 1623]
article-headline: SOVIET & POLAND [487, 1336, 631, 1380]
article [487, 814, 631, 1073]
article-headline: DIVERS AT WORK [178, 614, 322, 658]
article-paragraph: Well-informed circles, states the paper, suspect that Hitler wishes to hold his hand till some incident prompts the pro-German elements in the Czech, Slovak, and Ruthenian Governments to call for Germany's armed support, giving him a pretext for overrunning the whole country and occupying Prague. [641, 272, 785, 341]
article-paragraph: M. Pierre Semard, Communist secretary of the Railwaymen's Federation, states that nothing is to be gained by compulsion. The men will, if necessary, adopt passive resistance and remain at their posts "deaf and dumb." [641, 561, 785, 612]
article-dateline: By Telegraph—Press Association—Copyright. (Received This Day, 10.5 a.m.) BRUSSELS, November 29. [800, 157, 935, 184]
article-dateline: (British Official Wireless.) RUGBY, November 29. [494, 163, 623, 181]
